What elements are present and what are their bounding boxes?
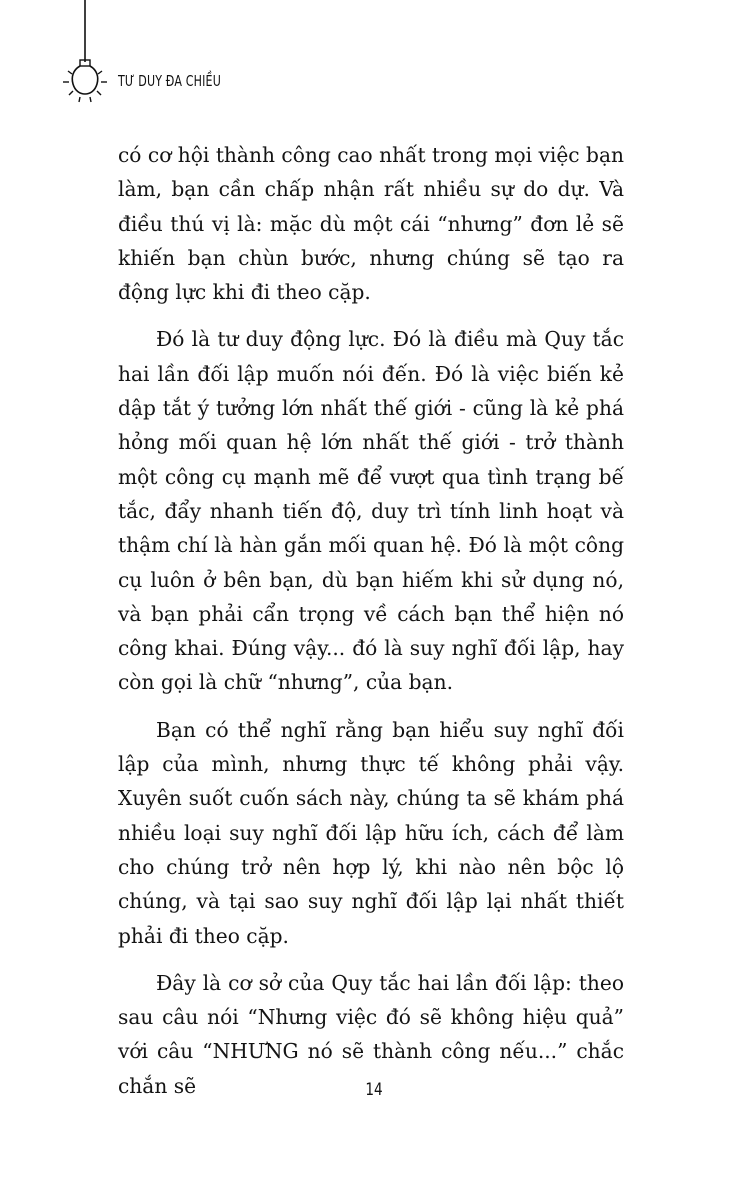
- paragraph: Đó là tư duy động lực. Đó là điều mà Quy tắc hai lần đối lập muốn nói đến. Đó là việc biến kẻ dập tắt ý tưởng lớn nhất thế giới - cũng là kẻ phá hỏng mối quan hệ lớn nhất thế giới - trở thành một công cụ mạnh mẽ để vượt qua tình trạng bế tắc, đẩy nhanh tiến độ, duy trì tính linh hoạt và thậm chí là hàn gắn mối quan hệ. Đó là một công cụ luôn ở bên bạn, dù bạn hiếm khi sử dụng nó, và bạn phải cẩn trọng về cách bạn thể hiện nó công khai. Đúng vậy... đó là suy nghĩ đối lập, hay còn gọi là chữ “nhưng”, của bạn.: [118, 327, 624, 695]
- body-text: [118, 138, 624, 1116]
- lightbulb-icon: [60, 0, 110, 112]
- paragraph: Đây là cơ sở của Quy tắc hai lần đối lập: theo sau câu nói “Nhưng việc đó sẽ không hiệu quả” với câu “NHƯNG nó sẽ thành công nếu...” chắc chắn sẽ: [118, 970, 624, 1098]
- paragraph: Bạn có thể nghĩ rằng bạn hiểu suy nghĩ đối lập của mình, nhưng thực tế không phải vậy. Xuyên suốt cuốn sách này, chúng ta sẽ khám phá nhiều loại suy nghĩ đối lập hữu ích, cách để làm cho chúng trở nên hợp lý, khi nào nên bộc lộ chúng, và tại sao suy nghĩ đối lập lại nhất thiết phải đi theo cặp.: [118, 717, 624, 948]
- running-header-title: TƯ DUY ĐA CHIỀU: [118, 72, 221, 90]
- page-number: 14: [365, 1080, 383, 1100]
- paragraph: có cơ hội thành công cao nhất trong mọi việc bạn làm, bạn cần chấp nhận rất nhiều sự do dự. Và điều thú vị là: mặc dù một cái “nhưng” đơn lẻ sẽ khiến bạn chùn bước, nhưng chúng sẽ tạo ra động lực khi đi theo cặp.: [118, 143, 624, 305]
